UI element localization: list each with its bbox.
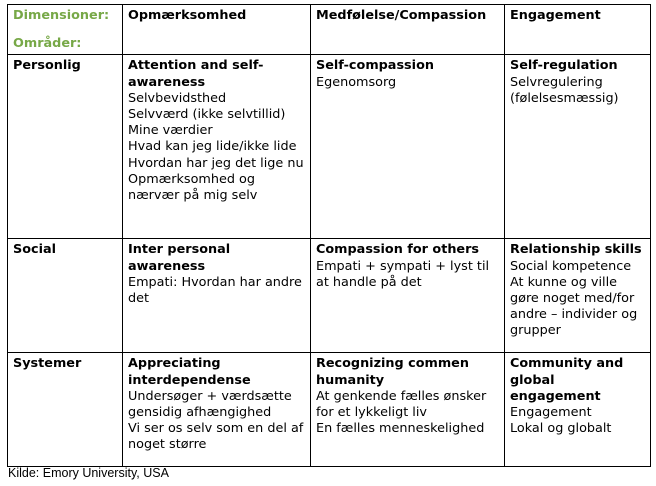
row-social [8,239,651,353]
row-label-personlig: Personlig [8,55,123,239]
cell-title: Inter personal awareness [128,242,231,274]
cell-line: Selvbevidsthed [128,90,227,106]
row-personlig [8,55,651,239]
column-header-engagement: Engagement [505,5,651,55]
cell-social-medfolelse [311,239,505,353]
cell-line: Egenomsorg [316,74,397,90]
cell-line: Undersøger + værdsætte [128,388,292,404]
cell-title: Attention and self-awareness [128,58,264,90]
cell-line: At genkende fælles ønsker for et lykkeligt liv [316,388,487,421]
cell-title: Relationship skills [510,242,642,258]
column-header-medfolelse: Medfølelse/Compassion [311,5,505,55]
cell-systemer-engagement [505,353,651,467]
corner-cell [8,5,123,55]
cell-line: Selvregulering (følelsesmæssig) [510,74,619,106]
cell-line: Engagement [510,405,592,421]
cell-line: gensidig afhængighed [128,405,272,421]
cell-line: Vi ser os selv som en del af noget større [128,421,304,453]
cell-line: En fælles menneskelighed [316,421,485,437]
header-row [8,5,651,55]
cell-line: Opmærksomhed og nærvær på mig selv [128,171,258,204]
cell-line: Lokal og globalt [510,421,612,437]
cell-social-engagement [505,239,651,353]
source-caption: Kilde: Emory University, USA [8,466,169,480]
cell-line: At kunne og ville gøre noget med/for andre – individer og grupper [510,274,638,339]
cell-title: Recognizing commen humanity [316,356,469,388]
cell-title: Self-compassion [316,58,434,74]
cell-line: Empati: Hvordan har andre det [128,274,302,307]
cell-line: Empati + sympati + lyst til at handle på det [316,258,490,290]
cell-social-opmaerksomhed [123,239,311,353]
cell-personlig-engagement [505,55,651,239]
column-header-opmaerksomhed: Opmærksomhed [123,5,311,55]
cell-systemer-opmaerksomhed [123,353,311,467]
cell-personlig-medfolelse [311,55,505,239]
areas-label: Områder: [13,36,82,52]
row-systemer [8,353,651,467]
cell-title: Compassion for others [316,242,480,258]
cell-line: Social kompetence [510,258,632,274]
cell-line: Selvværd (ikke selvtillid) [128,107,286,123]
cell-personlig-opmaerksomhed [123,55,311,239]
row-label-systemer: Systemer [8,353,123,467]
dimensions-label: Dimensioner: [13,8,110,23]
cell-line: Hvad kan jeg lide/ikke lide [128,139,297,155]
cell-line: Mine værdier [128,123,213,139]
dimensions-table [7,4,651,467]
cell-systemer-medfolelse [311,353,505,467]
cell-title: Self-regulation [510,58,618,74]
cell-title: Appreciating interdependense [128,356,251,388]
cell-title: Community and global engagement [510,356,624,404]
cell-line: Hvordan har jeg det lige nu [128,155,304,171]
row-label-social: Social [8,239,123,353]
